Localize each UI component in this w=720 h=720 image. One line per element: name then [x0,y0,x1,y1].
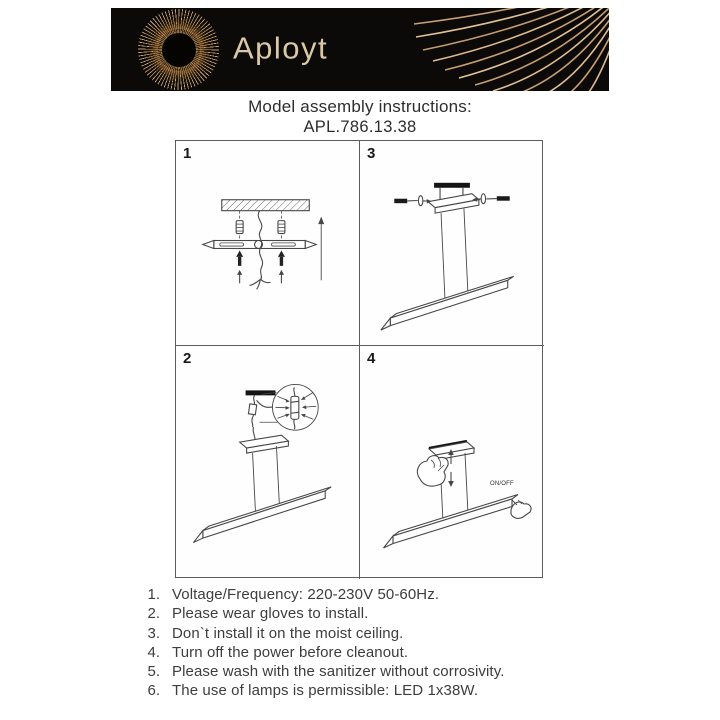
step-number-4: 4 [367,350,376,367]
instruction-item [138,624,598,643]
sunburst-logo-icon [138,9,219,90]
on-off-switch-label: ON/OFF [490,481,514,487]
step2-diagram [176,346,359,579]
page-title [0,97,720,137]
instruction-text: The use of lamps is permissible: LED 1x38W. [172,682,479,700]
step4-diagram [360,346,544,579]
step-panel-3 [360,141,544,346]
instruction-number: 2. [147,605,160,623]
instruction-text: Turn off the power before cleanout. [172,643,409,661]
instruction-number: 5. [147,663,160,681]
instruction-number: 4. [147,643,160,661]
step-panel-1 [176,141,360,346]
instruction-text: Please wash with the sanitizer without corrosivity. [172,663,505,681]
brand-banner [111,8,609,91]
instruction-text: Please wear gloves to install. [172,605,369,623]
step-panel-2 [176,346,360,579]
instruction-list [138,585,598,701]
step-panel-4 [360,346,544,579]
instruction-text: Don`t install it on the moist ceiling. [172,624,404,642]
instruction-item [138,662,598,681]
instruction-item [138,643,598,662]
assembly-steps-grid [175,140,543,578]
instruction-text: Voltage/Frequency: 220-230V 50-60Hz. [172,586,440,603]
brand-name: Aployt [233,30,329,66]
step3-diagram [360,141,544,345]
instruction-number: 6. [147,682,160,700]
instruction-number: 3. [147,624,160,642]
instruction-item [138,585,598,604]
title-line1: Model assembly instructions: [248,97,472,116]
instruction-item [138,604,598,623]
step-number-2: 2 [183,350,192,367]
instruction-item [138,681,598,700]
step-number-1: 1 [183,145,192,162]
model-number: APL.786.13.38 [303,118,417,136]
step-number-3: 3 [367,145,376,162]
instruction-number: 1. [147,586,160,603]
banner-rays-icon [414,8,609,91]
step1-diagram [176,141,359,345]
